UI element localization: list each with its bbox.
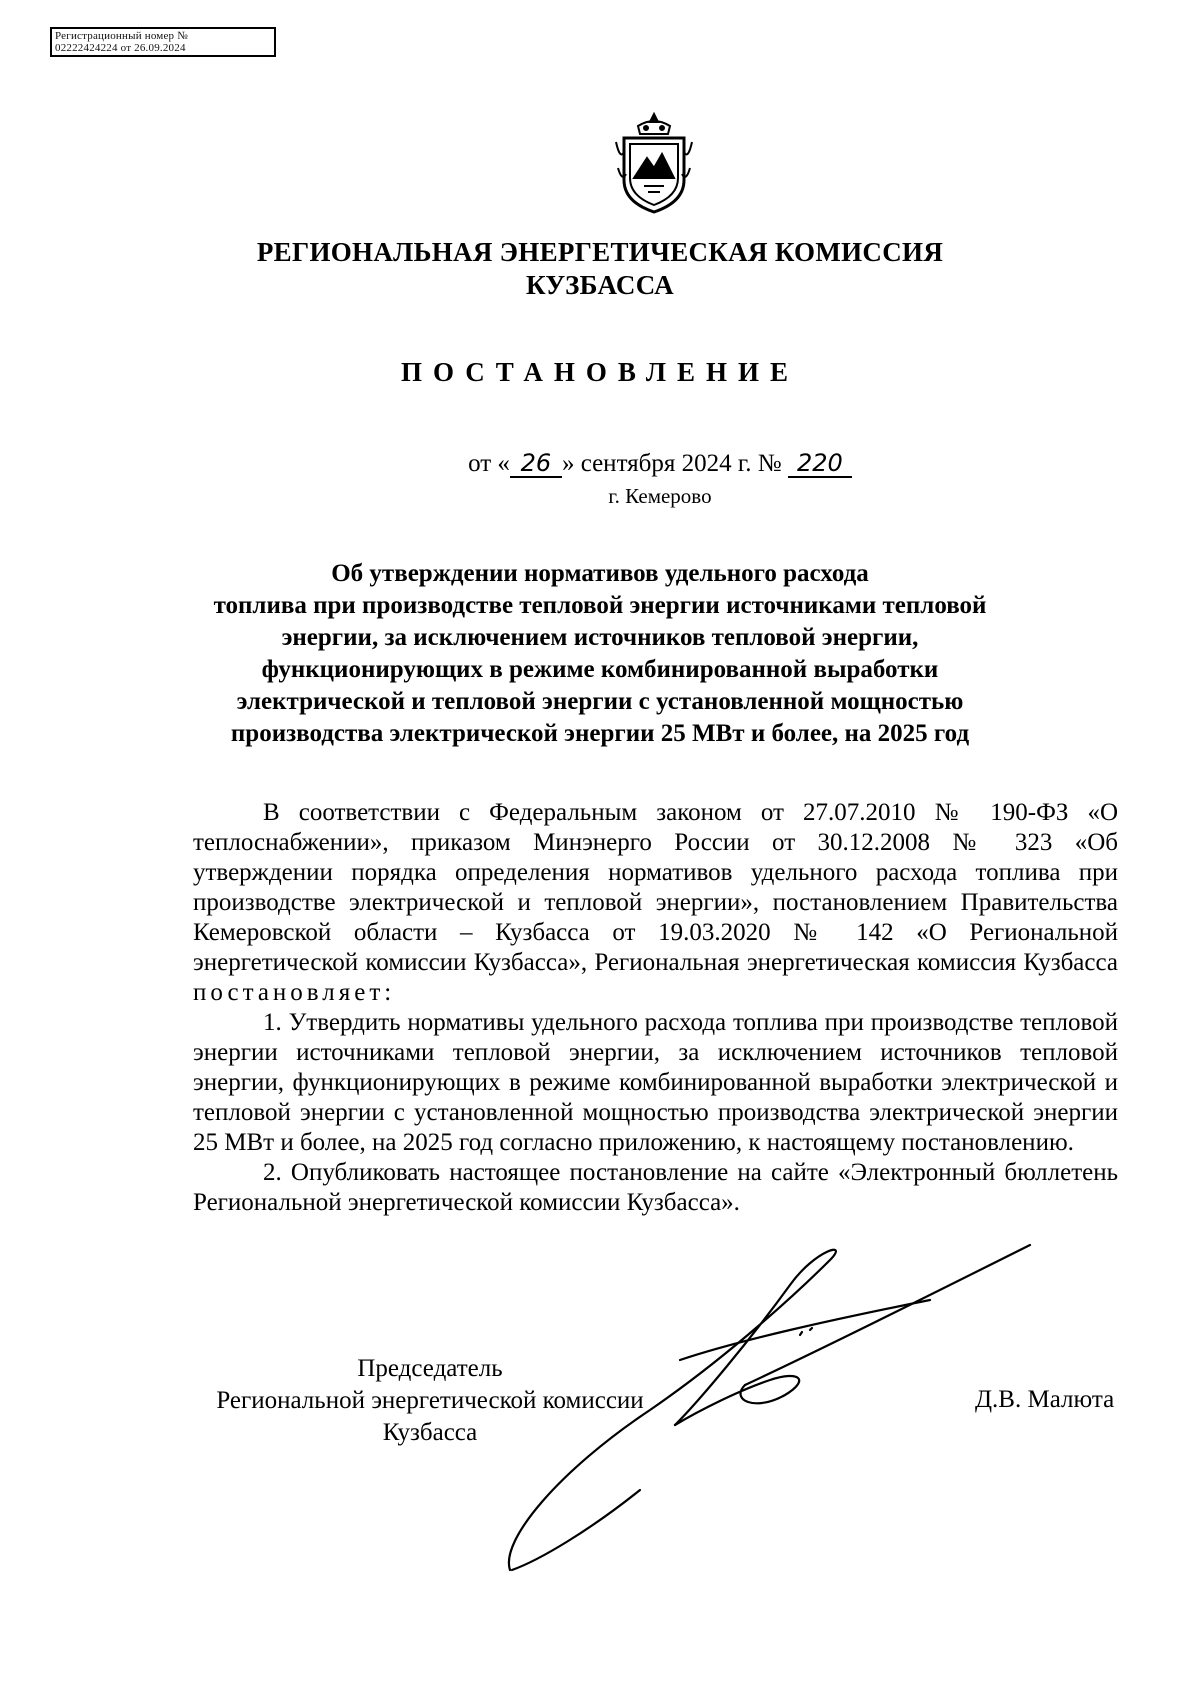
signatory-title-line3: Кузбасса (382, 1419, 478, 1446)
organization-name (200, 236, 1000, 302)
organization-name-line1: РЕГИОНАЛЬНАЯ ЭНЕРГЕТИЧЕСКАЯ КОМИССИЯ (256, 237, 944, 267)
document-title (150, 558, 1050, 750)
document-city: г. Кемерово (608, 484, 712, 508)
decision-word: постановляет: (193, 979, 396, 1006)
registration-stamp-line1: Регистрационный номер № (55, 30, 188, 42)
registration-stamp-line2: 02222424224 от 26.09.2024 (55, 42, 186, 54)
date-prefix: от « (468, 450, 510, 477)
handwritten-signature (500, 1240, 1060, 1580)
handwritten-document-number: 220 (788, 450, 852, 478)
title-line: электрической и тепловой энергии с установленной мощностью (236, 688, 964, 715)
kuzbass-coat-of-arms-icon (614, 112, 694, 214)
title-line: Об утверждении нормативов удельного расхода (331, 560, 869, 587)
title-line: производства электрической энергии 25 МВт и более, на 2025 год (230, 720, 970, 747)
signatory-title-line2: Региональной энергетической комиссии (216, 1387, 644, 1414)
signatory-title-line1: Председатель (357, 1355, 503, 1382)
signatory-name: Д.В. Малюта (975, 1386, 1115, 1413)
preamble-text: В соответствии с Федеральным законом от 27.07.2010 № 190-ФЗ «О теплоснабжении», приказом Минэнерго России от 30.12.2008 № 323 «Об утверждении порядка определения нормативов удельного расхода топлива при производстве электрической и тепловой энергии», постановлением Правительства Кемеровской области – Кузбасса от 19.03.2020 № 142 «О Региональной энергетической комиссии Кузбасса», Региональная энергетическая комиссия Кузбасса (193, 799, 1118, 976)
handwritten-day: 26 (510, 450, 562, 478)
date-middle: » сентября 2024 г. № (561, 450, 782, 477)
title-line: энергии, за исключением источников тепловой энергии, (281, 624, 919, 651)
registration-stamp (50, 27, 276, 57)
body-preamble (193, 798, 1118, 1008)
body-item-2: 2. Опубликовать настоящее постановление на сайте «Электронный бюллетень Региональной энергетической комиссии Кузбасса». (193, 1159, 1118, 1216)
document-type: ПОСТАНОВЛЕНИЕ (400, 357, 800, 387)
title-line: топлива при производстве тепловой энергии источниками тепловой (213, 592, 987, 619)
title-line: функционирующих в режиме комбинированной выработки (261, 656, 939, 683)
body-item-1: 1. Утвердить нормативы удельного расхода топлива при производстве тепловой энергии источниками тепловой энергии, за исключением источников тепловой энергии, функционирующих в режиме комбинированной выработки электрической и тепловой энергии с установленной мощностью производства электрической энергии 25 МВт и более, на 2025 год согласно приложению, к настоящему постановлению. (193, 1009, 1118, 1156)
document-date-line (400, 450, 920, 478)
document-body (193, 798, 1118, 1218)
organization-name-line2: КУЗБАССА (526, 270, 674, 300)
